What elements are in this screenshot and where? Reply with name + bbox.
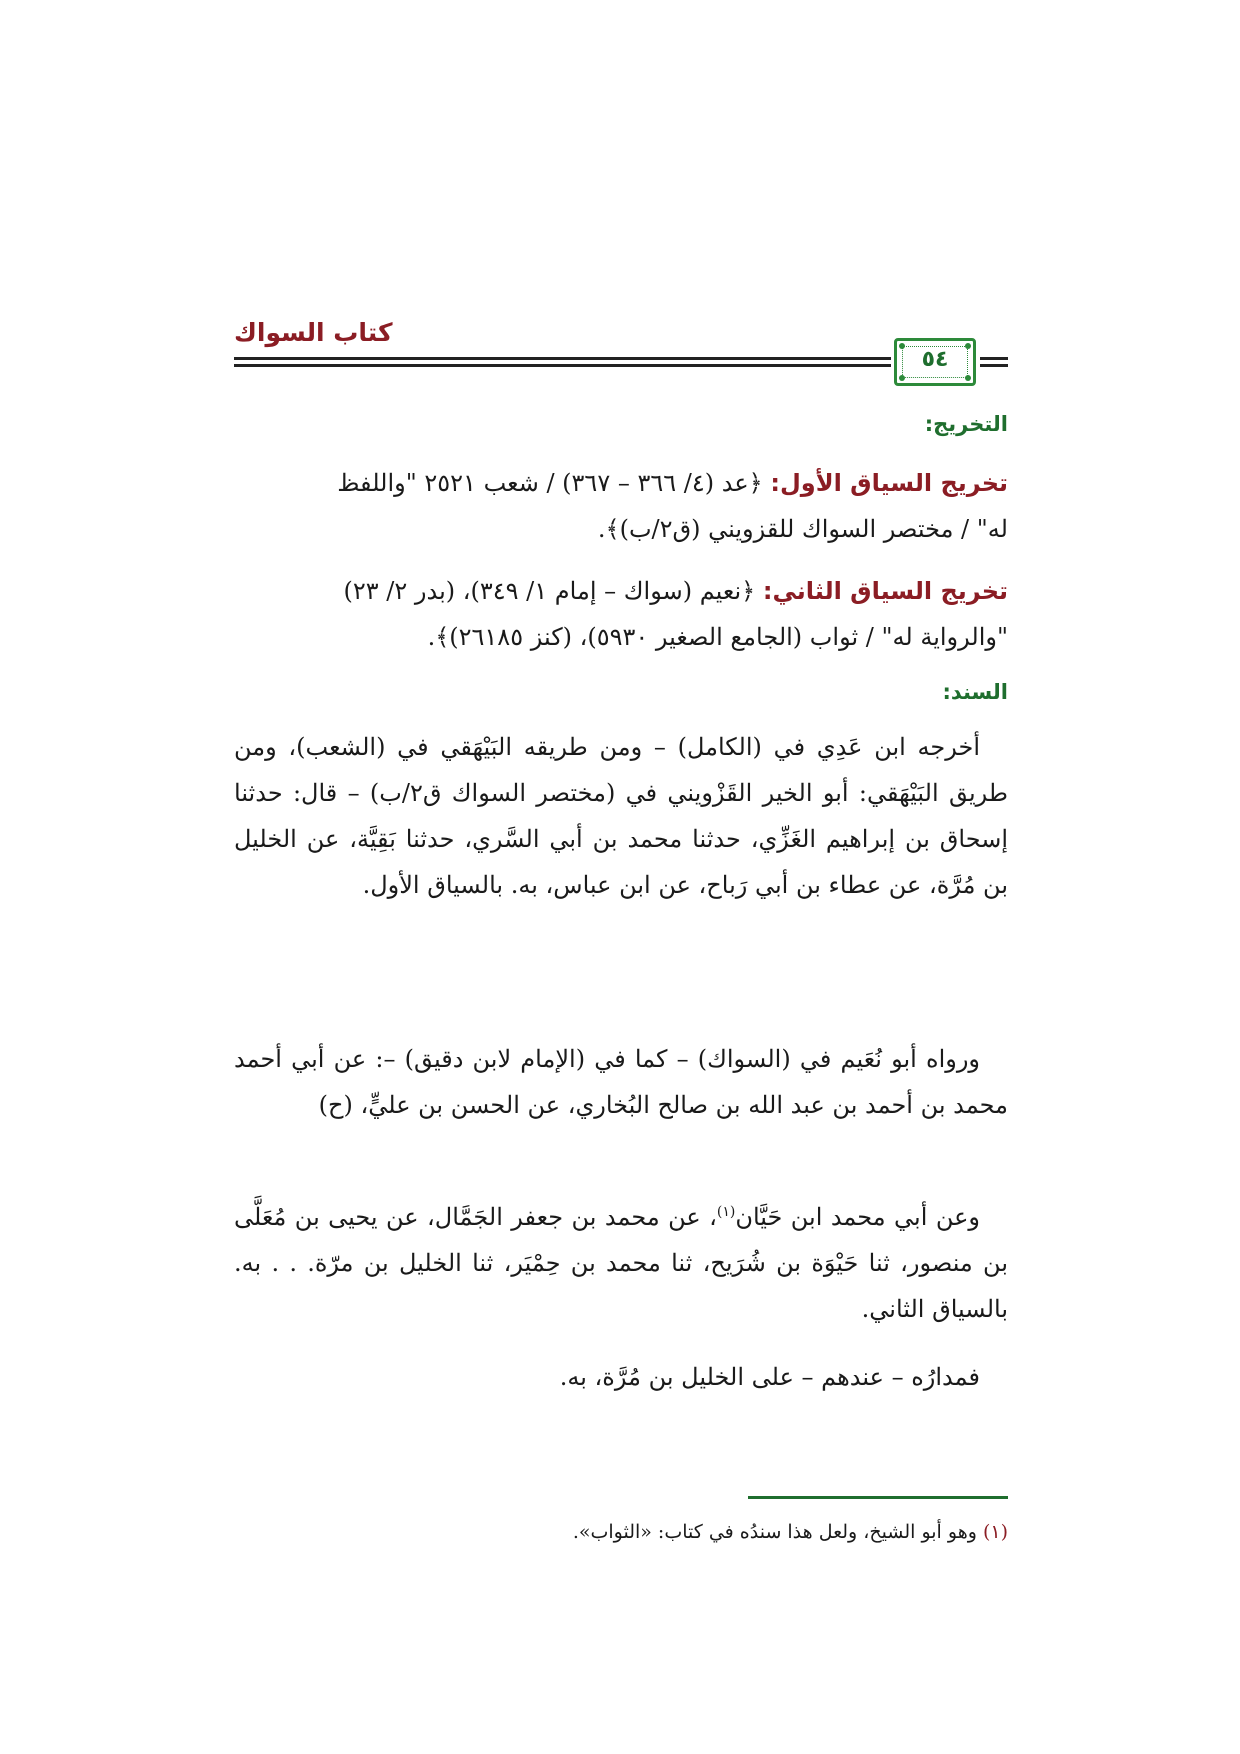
footnote-marker: (١)	[716, 1204, 736, 1220]
takhrij-second-line2: "والرواية له" / ثواب (الجامع الصغير ٥٩٣٠)، (كنز ٢٦١٨٥)﴾.	[427, 623, 1008, 651]
takhrij-first-line1	[234, 460, 1008, 506]
footnote-text: وهو أبو الشيخ، ولعل هذا سندُه في كتاب: «الثواب».	[572, 1521, 977, 1543]
paragraph-conclusion: فمدارُه – عندهم – على الخليل بن مُرَّة، به.	[559, 1363, 980, 1391]
footnote-number: (١)	[982, 1521, 1008, 1543]
p3-text-before: وعن أبي محمد ابن حَيَّان	[735, 1203, 981, 1231]
paragraph-ibn-hayyan	[234, 1194, 1008, 1332]
takhrij-second-context	[234, 568, 1008, 660]
paragraph-ibn-adi: أخرجه ابن عَدِي في (الكامل) – ومن طريقه البَيْهَقي في (الشعب)، ومن طريق البَيْهَقي: أبو الخير القَزْويني في (مختصر السواك ق٢/ب) – قال: حدثنا إسحاق بن إبراهيم الغَزِّي، حدثنا محمد بن أبي السَّري، حدثنا بَقِيَّة، عن الخليل بن مُرَّة، عن عطاء بن أبي رَباح، عن ابن عباس، به. بالسياق الأول.	[234, 733, 1008, 899]
takhrij-first-label: تخريج السياق الأول:	[770, 469, 1008, 497]
frame-ornament-icon	[965, 375, 971, 381]
page-number: ٥٤	[921, 347, 949, 372]
book-page	[234, 0, 1008, 1754]
paragraph-abu-nuaym: ورواه أبو نُعَيم في (السواك) – كما في (الإمام لابن دقيق) –: عن أبي أحمد محمد بن أحمد بن عبد الله بن صالح البُخاري، عن الحسن بن عليٍّ، (ح)	[234, 1045, 1008, 1119]
takhrij-first-line2: له" / مختصر السواك للقزويني (ق٢/ب)﴾.	[597, 515, 1008, 543]
takhrij-first-text1: ﴿عد (٤/ ٣٦٦ – ٣٦٧) / شعب ٢٥٢١ "واللفظ	[337, 469, 763, 497]
page-number-frame	[894, 338, 976, 386]
header-rule-right	[980, 357, 1008, 367]
book-title: كتاب السواك	[234, 318, 393, 347]
takhrij-second-line1	[234, 568, 1008, 614]
page-header	[234, 318, 1008, 388]
frame-ornament-icon	[899, 375, 905, 381]
takhrij-second-label: تخريج السياق الثاني:	[762, 577, 1008, 605]
takhrij-first-context	[234, 460, 1008, 552]
section-heading-takhrij: التخريج:	[924, 412, 1008, 436]
header-rule	[234, 357, 891, 367]
section-heading-sanad: السند:	[942, 680, 1008, 704]
footnote	[234, 1516, 1008, 1548]
takhrij-second-text1: ﴿نعيم (سواك – إمام ١/ ٣٤٩)، (بدر ٢/ ٢٣)	[343, 577, 756, 605]
footnote-divider	[748, 1496, 1008, 1499]
p3-text-after: ، عن محمد بن جعفر الجَمَّال، عن يحيى بن مُعَلَّى بن منصور، ثنا حَيْوَة بن شُرَيح، ثنا محمد بن حِمْيَر، ثنا الخليل بن مرّة. . . به. بالسياق الثاني.	[234, 1203, 1008, 1323]
